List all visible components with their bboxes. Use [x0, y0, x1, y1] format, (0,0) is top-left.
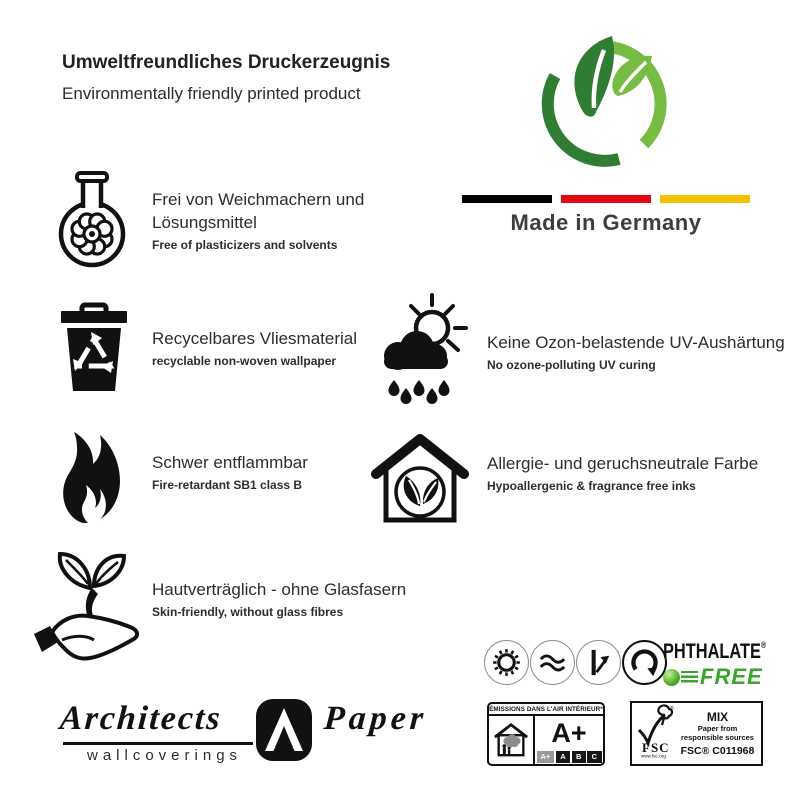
emissions-grade: A+ — [551, 717, 587, 748]
page-title: Umweltfreundliches Druckerzeugnis — [62, 52, 391, 73]
feature-row-uv — [487, 331, 787, 372]
fsc-tree-icon — [635, 703, 677, 764]
wallpaper-symbols-row — [484, 640, 667, 685]
hand-plant-icon — [32, 548, 144, 662]
scale-cell: B — [572, 751, 586, 763]
scale-cell: A — [556, 751, 570, 763]
feature-title-en: Hypoallergenic & fragrance free inks — [487, 479, 696, 493]
washable-waves-icon — [530, 640, 575, 685]
made-in-germany-label: Made in Germany — [510, 210, 702, 235]
brand-word-architects: Architects — [58, 700, 224, 737]
emissions-label — [487, 702, 605, 766]
architects-paper-emblem-icon — [256, 699, 312, 761]
flag-stripe-gold — [660, 195, 750, 203]
scale-cell: C — [587, 751, 601, 763]
feature-title-en: Free of plasticizers and solvents — [152, 238, 338, 252]
lightfastness-sun-icon — [484, 640, 529, 685]
fsc-code: FSC® C011968 — [680, 745, 755, 758]
emissions-house-icon — [489, 716, 535, 764]
sun-cloud-rain-icon — [372, 292, 470, 414]
feature-title-en: No ozone-polluting UV curing — [487, 358, 656, 372]
fsc-type: MIX — [706, 709, 729, 724]
feature-title-en: Skin-friendly, without glass fibres — [152, 605, 344, 619]
flag-stripe-red — [561, 195, 651, 203]
feature-title-de: Hautverträglich - ohne Glasfasern — [152, 580, 407, 599]
recyclable-arrows-icon — [622, 640, 667, 685]
strippable-arrow-icon — [576, 640, 621, 685]
fsc-label — [630, 701, 763, 766]
phthalate-free-logo — [663, 640, 773, 690]
house-leaves-icon — [370, 432, 470, 524]
brand-underline — [63, 742, 253, 745]
feature-row-plasticizers — [152, 188, 367, 252]
emissions-header: ÉMISSIONS DANS L'AIR INTÉRIEUR* — [489, 704, 603, 716]
flask-icon — [56, 168, 128, 272]
feature-title-de: Schwer entflammbar — [152, 453, 308, 472]
page-subtitle: Environmentally friendly printed product — [62, 84, 361, 103]
brand-word-paper: Paper — [322, 700, 429, 737]
registered-mark: ® — [760, 640, 767, 650]
german-flag-stripes — [462, 195, 750, 203]
green-stripes-decoration — [681, 671, 698, 684]
phthalate-word: PHTHALATE® — [663, 640, 767, 663]
recycling-bin-icon — [55, 301, 133, 393]
feature-title-en: Fire-retardant SB1 class B — [152, 478, 303, 492]
emissions-scale — [535, 751, 603, 765]
feature-title-en: recyclable non-woven wallpaper — [152, 354, 337, 368]
fsc-url: www.fsc.org — [641, 753, 666, 759]
brand-subtitle: wallcoverings — [87, 747, 243, 764]
feature-title-de: Frei von Weichmachern und Lösungsmittel — [152, 190, 365, 232]
free-word: FREE — [700, 664, 763, 689]
feature-title-de: Keine Ozon-belastende UV-Aushärtung — [487, 333, 785, 352]
feature-row-skin — [152, 578, 432, 619]
flag-stripe-black — [462, 195, 552, 203]
green-globe-icon — [663, 669, 680, 686]
feature-title-de: Recycelbares Vliesmaterial — [152, 329, 358, 348]
feature-row-allergy — [487, 452, 787, 493]
feature-title-de: Allergie- und geruchsneutrale Farbe — [487, 454, 759, 473]
flame-icon — [58, 427, 122, 525]
fsc-description: Paper from responsible sources — [681, 723, 754, 742]
leaves-circle-icon — [538, 22, 670, 180]
svg-text:FSC: FSC — [642, 740, 670, 755]
svg-text:®: ® — [670, 706, 674, 712]
scale-cell: A+ — [537, 751, 555, 763]
